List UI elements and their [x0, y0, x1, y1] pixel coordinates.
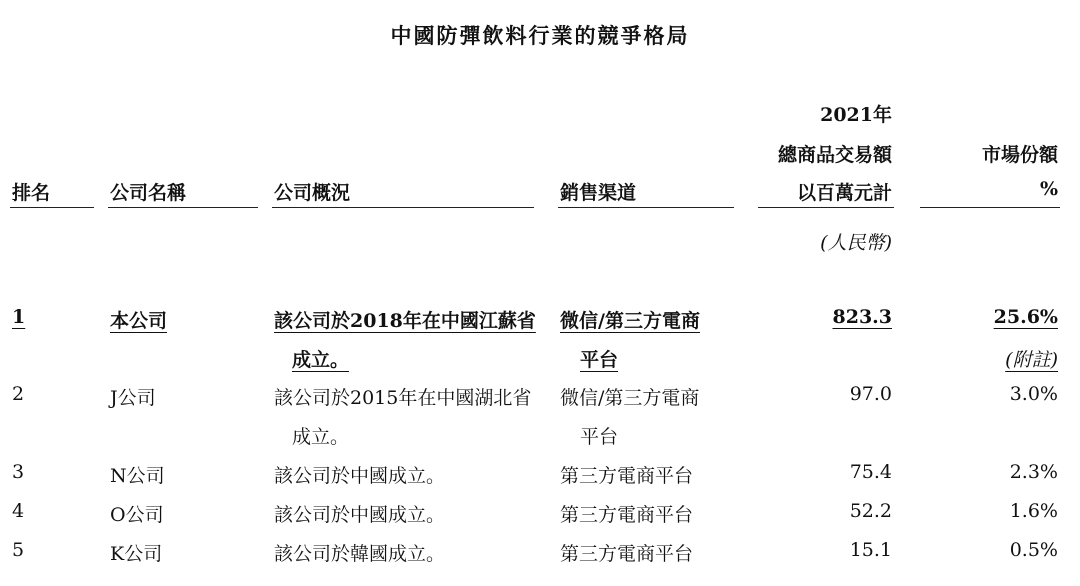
channel-cell: 微信/第三方電商	[560, 387, 700, 409]
overview-cell: 該公司於中國成立。	[274, 504, 446, 526]
share-cell: 1.6%	[1009, 500, 1058, 522]
gmv-cell: 75.4	[849, 461, 892, 483]
header-company-name: 公司名稱	[110, 182, 187, 204]
rank-cell: 4	[12, 500, 25, 522]
company-name-cell: 本公司	[110, 310, 168, 332]
channel-cell: 第三方電商平台	[560, 465, 694, 487]
company-name-cell: O公司	[110, 504, 164, 526]
divider	[558, 207, 734, 208]
overview-cell-cont: 成立。	[292, 349, 350, 371]
share-cell: 0.5%	[1009, 539, 1058, 561]
header-gmv-unit-label: 以百萬元計	[796, 182, 892, 204]
channel-cell: 微信/第三方電商	[560, 310, 700, 332]
channel-cell-cont: 平台	[580, 426, 619, 448]
header-gmv-year: 2021年	[820, 104, 892, 126]
divider	[758, 207, 894, 208]
rank-cell: 3	[12, 461, 25, 483]
company-name-cell: K公司	[110, 543, 163, 565]
divider	[920, 207, 1060, 208]
channel-cell-cont: 平台	[580, 349, 619, 371]
rank-cell: 5	[12, 539, 25, 561]
divider	[108, 207, 258, 208]
header-overview: 公司概況	[274, 182, 351, 204]
gmv-cell: 823.3	[832, 306, 892, 328]
share-cell: 2.3%	[1009, 461, 1058, 483]
divider	[10, 207, 94, 208]
channel-cell: 第三方電商平台	[560, 504, 694, 526]
overview-cell-cont: 成立。	[292, 426, 350, 448]
overview-cell: 該公司於2015年在中國湖北省	[274, 387, 532, 409]
share-cell: 25.6%	[993, 306, 1058, 328]
channel-cell: 第三方電商平台	[560, 543, 694, 565]
gmv-currency-note: (人民幣)	[820, 232, 892, 254]
rank-cell: 1	[12, 306, 26, 328]
header-sales-channel: 銷售渠道	[560, 182, 637, 204]
share-note: (附註)	[1005, 349, 1058, 371]
overview-cell: 該公司於2018年在中國江蘇省	[274, 310, 536, 332]
company-name-cell: N公司	[110, 465, 165, 487]
header-gmv-label: 總商品交易額	[777, 144, 892, 166]
gmv-cell: 97.0	[849, 383, 892, 405]
gmv-cell: 15.1	[849, 539, 892, 561]
header-percent: %	[1039, 178, 1058, 200]
divider	[272, 207, 534, 208]
gmv-cell: 52.2	[849, 500, 892, 522]
header-rank: 排名	[12, 182, 51, 204]
company-name-cell: J公司	[110, 387, 156, 409]
page-title: 中國防彈飲料行業的競爭格局	[390, 23, 690, 48]
share-cell: 3.0%	[1009, 383, 1058, 405]
header-market-share: 市場份額	[981, 144, 1058, 166]
rank-cell: 2	[12, 383, 25, 405]
overview-cell: 該公司於中國成立。	[274, 465, 446, 487]
overview-cell: 該公司於韓國成立。	[274, 543, 446, 565]
